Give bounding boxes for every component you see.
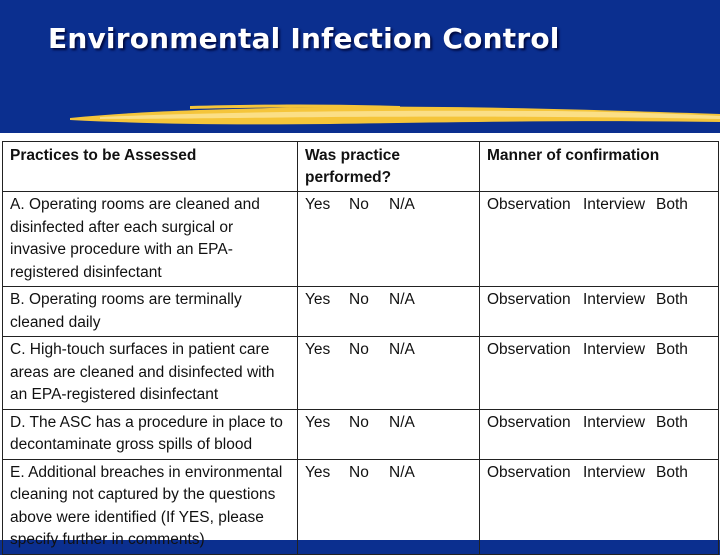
performed-option-no[interactable]: No	[349, 291, 369, 308]
confirmation-option-both[interactable]: Both	[656, 413, 688, 431]
performed-option-na[interactable]: N/A	[389, 413, 415, 431]
header-confirmation: Manner of confirmation	[480, 142, 719, 192]
confirmation-option-obs[interactable]: Observation	[487, 463, 571, 481]
confirmation-option-obs[interactable]: Observation	[487, 413, 571, 431]
performed-cell	[298, 337, 480, 410]
performed-option-na[interactable]: N/A	[389, 463, 415, 481]
practice-cell: C. High-touch surfaces in patient care areas are cleaned and disinfected with an EPA-registered disinfectant	[3, 337, 298, 410]
practice-cell: D. The ASC has a procedure in place to decontaminate gross spills of blood	[3, 409, 298, 459]
performed-option-yes[interactable]: Yes	[305, 341, 331, 358]
practice-cell: A. Operating rooms are cleaned and disinfected after each surgical or invasive procedure with an EPA-registered disinfectant	[3, 192, 298, 287]
confirmation-option-int[interactable]: Interview	[583, 413, 646, 431]
confirmation-option-int[interactable]: Interview	[583, 196, 646, 213]
header-practices: Practices to be Assessed	[3, 142, 298, 192]
performed-cell	[298, 287, 480, 337]
confirmation-cell	[480, 287, 719, 337]
table-row	[3, 287, 719, 337]
confirmation-option-both[interactable]: Both	[656, 341, 688, 358]
performed-option-na[interactable]: N/A	[389, 291, 415, 308]
confirmation-option-int[interactable]: Interview	[583, 463, 646, 481]
confirmation-cell	[480, 337, 719, 410]
performed-option-yes[interactable]: Yes	[305, 413, 331, 431]
confirmation-option-obs[interactable]: Observation	[487, 196, 571, 213]
confirmation-option-obs[interactable]: Observation	[487, 291, 571, 308]
practice-cell: E. Additional breaches in environmental cleaning not captured by the questions above were identified (If YES, please specify further in comments)	[3, 459, 298, 554]
performed-option-yes[interactable]: Yes	[305, 291, 331, 308]
confirmation-cell	[480, 409, 719, 459]
practice-cell: B. Operating rooms are terminally cleaned daily	[3, 287, 298, 337]
table-panel	[0, 133, 720, 548]
performed-option-na[interactable]: N/A	[389, 341, 415, 358]
header-performed: Was practice performed?	[298, 142, 480, 192]
performed-option-no[interactable]: No	[349, 196, 369, 213]
performed-cell	[298, 192, 480, 287]
decorative-brush-stroke	[70, 98, 720, 134]
confirmation-option-int[interactable]: Interview	[583, 341, 646, 358]
table-header-row	[3, 142, 719, 192]
table-row	[3, 337, 719, 410]
table-row	[3, 409, 719, 459]
confirmation-option-obs[interactable]: Observation	[487, 341, 571, 358]
confirmation-option-both[interactable]: Both	[656, 463, 688, 481]
slide-title: Environmental Infection Control	[48, 22, 560, 55]
performed-option-no[interactable]: No	[349, 341, 369, 358]
performed-option-na[interactable]: N/A	[389, 196, 415, 213]
confirmation-cell	[480, 192, 719, 287]
confirmation-option-both[interactable]: Both	[656, 196, 688, 213]
performed-option-no[interactable]: No	[349, 463, 369, 481]
confirmation-option-int[interactable]: Interview	[583, 291, 646, 308]
confirmation-option-both[interactable]: Both	[656, 291, 688, 308]
table-row	[3, 192, 719, 287]
performed-option-yes[interactable]: Yes	[305, 463, 331, 481]
performed-option-no[interactable]: No	[349, 413, 369, 431]
assessment-table	[2, 141, 719, 555]
performed-cell	[298, 409, 480, 459]
performed-option-yes[interactable]: Yes	[305, 196, 331, 213]
